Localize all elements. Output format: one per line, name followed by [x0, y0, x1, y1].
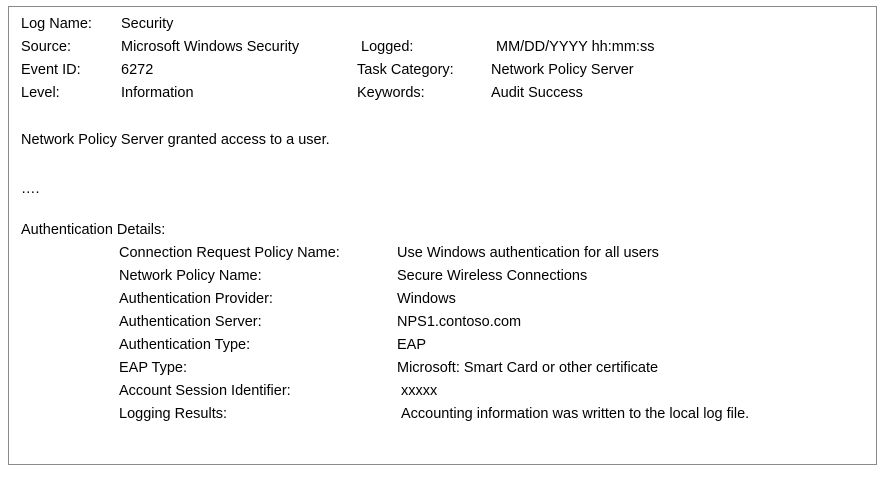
- task-category-label: Task Category:: [357, 62, 454, 78]
- detail-label: Network Policy Name:: [119, 268, 262, 284]
- event-details-content: [9, 7, 876, 464]
- task-category-value: Network Policy Server: [491, 62, 634, 78]
- event-header-row: [9, 86, 876, 108]
- detail-row: [9, 407, 876, 429]
- detail-value: Use Windows authentication for all users: [397, 245, 659, 261]
- event-id-label: Event ID:: [21, 62, 81, 78]
- authentication-details-heading: Authentication Details:: [21, 222, 166, 238]
- detail-value: Secure Wireless Connections: [397, 268, 588, 284]
- logged-value: MM/DD/YYYY hh:mm:ss: [496, 39, 655, 55]
- detail-value: Microsoft: Smart Card or other certificate: [397, 360, 659, 376]
- detail-row: [9, 315, 876, 337]
- detail-label: Account Session Identifier:: [119, 383, 291, 399]
- event-header-row: [9, 17, 876, 39]
- detail-row: [9, 292, 876, 314]
- level-label: Level:: [21, 85, 60, 101]
- detail-label: Authentication Provider:: [119, 291, 273, 307]
- logged-label: Logged:: [361, 39, 414, 55]
- detail-row: [9, 246, 876, 268]
- log-name-value: Security: [121, 16, 174, 32]
- detail-label: Authentication Server:: [119, 314, 262, 330]
- level-value: Information: [121, 85, 194, 101]
- detail-value: xxxxx: [401, 383, 438, 399]
- keywords-label: Keywords:: [357, 85, 425, 101]
- event-header-row: [9, 40, 876, 62]
- detail-row: [9, 384, 876, 406]
- event-summary-text: Network Policy Server granted access to a user.: [21, 132, 330, 148]
- source-label: Source:: [21, 39, 71, 55]
- detail-row: [9, 361, 876, 383]
- event-details-panel: [8, 6, 877, 465]
- event-id-value: 6272: [121, 62, 154, 78]
- event-header-row: [9, 63, 876, 85]
- log-name-label: Log Name:: [21, 16, 92, 32]
- detail-value: NPS1.contoso.com: [397, 314, 522, 330]
- detail-label: Authentication Type:: [119, 337, 251, 353]
- detail-value: Windows: [397, 291, 456, 307]
- detail-value: EAP: [397, 337, 427, 353]
- detail-row: [9, 269, 876, 291]
- detail-label: Connection Request Policy Name:: [119, 245, 340, 261]
- detail-row: [9, 338, 876, 360]
- detail-value: Accounting information was written to the local log file.: [401, 406, 750, 422]
- event-ellipsis-text: ….: [21, 181, 40, 197]
- source-value: Microsoft Windows Security: [121, 39, 300, 55]
- keywords-value: Audit Success: [491, 85, 583, 101]
- detail-label: EAP Type:: [119, 360, 187, 376]
- detail-label: Logging Results:: [119, 406, 228, 422]
